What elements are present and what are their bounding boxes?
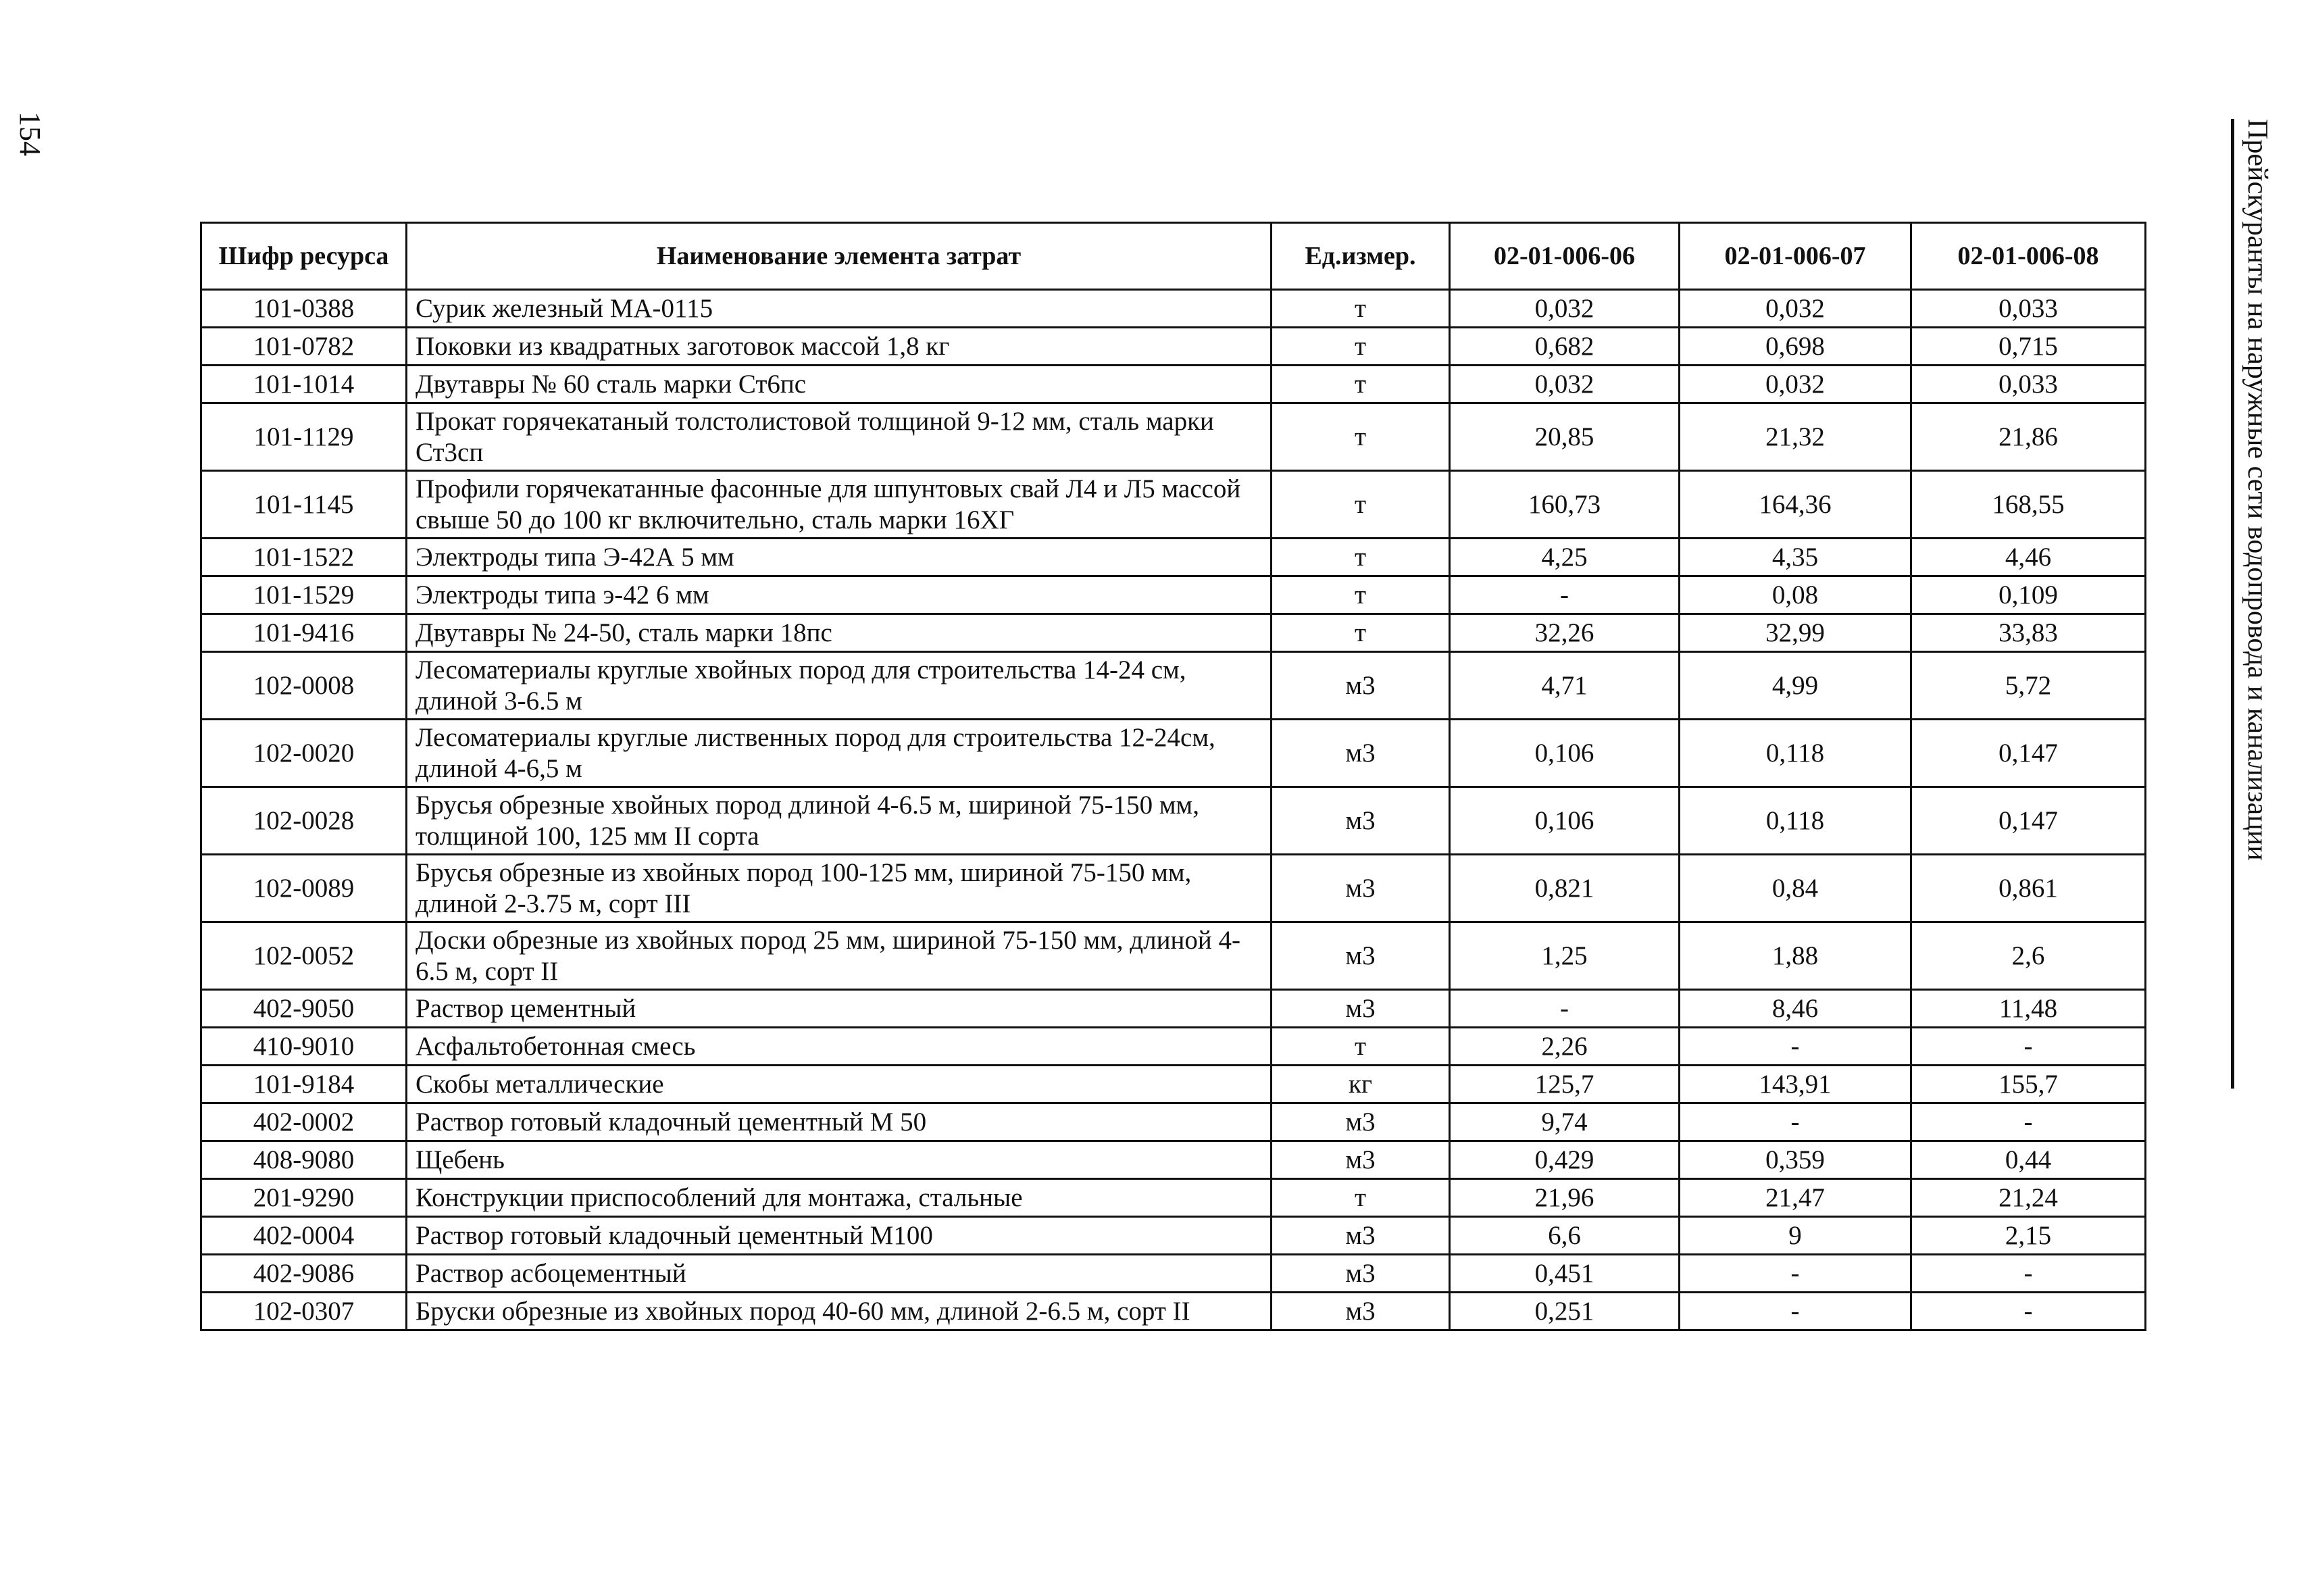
cell-unit: т	[1272, 539, 1450, 576]
cell-code: 402-0002	[201, 1103, 407, 1141]
cell-unit: м3	[1272, 1141, 1450, 1179]
cell-code: 101-0782	[201, 328, 407, 366]
cell-unit: м3	[1272, 1255, 1450, 1293]
table-row	[201, 787, 2146, 855]
cell-value-2: 143,91	[1680, 1066, 1911, 1103]
cell-name: Электроды типа э-42 6 мм	[407, 576, 1272, 614]
cell-name: Двутавры № 60 сталь марки Ст6пс	[407, 366, 1272, 403]
cell-value-2: 0,698	[1680, 328, 1911, 366]
cell-value-1: 0,429	[1450, 1141, 1680, 1179]
header-col1: 02-01-006-06	[1450, 223, 1680, 290]
table-row	[201, 366, 2146, 403]
cell-value-2: 4,99	[1680, 652, 1911, 720]
cell-value-1: 4,25	[1450, 539, 1680, 576]
cell-code: 101-0388	[201, 290, 407, 328]
cell-value-3: 0,861	[1911, 855, 2146, 922]
table-row	[201, 990, 2146, 1028]
cell-code: 102-0008	[201, 652, 407, 720]
cell-value-1: 0,032	[1450, 366, 1680, 403]
cell-code: 402-9086	[201, 1255, 407, 1293]
header-col3: 02-01-006-08	[1911, 223, 2146, 290]
cell-name: Раствор готовый кладочный цементный М100	[407, 1217, 1272, 1255]
cell-unit: м3	[1272, 1293, 1450, 1330]
cell-value-2: 0,032	[1680, 290, 1911, 328]
cell-value-3: 33,83	[1911, 614, 2146, 652]
cell-value-3: 0,147	[1911, 720, 2146, 787]
cell-value-1: 0,106	[1450, 787, 1680, 855]
table-row	[201, 1066, 2146, 1103]
table-row	[201, 1217, 2146, 1255]
cell-name: Двутавры № 24-50, сталь марки 18пс	[407, 614, 1272, 652]
cell-name: Электроды типа Э-42А 5 мм	[407, 539, 1272, 576]
cell-code: 101-1129	[201, 403, 407, 471]
cell-unit: м3	[1272, 1103, 1450, 1141]
cell-unit: м3	[1272, 990, 1450, 1028]
cell-unit: т	[1272, 1179, 1450, 1217]
cell-value-3: 2,6	[1911, 922, 2146, 990]
cell-unit: т	[1272, 328, 1450, 366]
cell-value-1: 0,821	[1450, 855, 1680, 922]
cell-value-2: -	[1680, 1028, 1911, 1066]
table-row	[201, 614, 2146, 652]
cell-name: Сурик железный МА-0115	[407, 290, 1272, 328]
cell-value-2: 1,88	[1680, 922, 1911, 990]
cell-value-2: 9	[1680, 1217, 1911, 1255]
cell-value-1: 0,682	[1450, 328, 1680, 366]
table-row	[201, 922, 2146, 990]
table-row	[201, 539, 2146, 576]
cell-value-3: 5,72	[1911, 652, 2146, 720]
cell-value-1: 0,032	[1450, 290, 1680, 328]
cell-value-1: 32,26	[1450, 614, 1680, 652]
cell-value-2: 0,118	[1680, 787, 1911, 855]
cell-code: 102-0028	[201, 787, 407, 855]
cell-value-3: 0,715	[1911, 328, 2146, 366]
cell-code: 101-9184	[201, 1066, 407, 1103]
cell-value-3: 21,24	[1911, 1179, 2146, 1217]
cell-value-2: 21,32	[1680, 403, 1911, 471]
table-row	[201, 1293, 2146, 1330]
cell-value-3: -	[1911, 1028, 2146, 1066]
resource-cost-table	[200, 222, 2146, 1331]
cell-value-1: 125,7	[1450, 1066, 1680, 1103]
cell-value-1: 4,71	[1450, 652, 1680, 720]
table-row	[201, 1103, 2146, 1141]
cell-code: 101-1522	[201, 539, 407, 576]
table-row	[201, 403, 2146, 471]
cell-value-3: 2,15	[1911, 1217, 2146, 1255]
cell-code: 410-9010	[201, 1028, 407, 1066]
table-row	[201, 720, 2146, 787]
cell-value-2: 8,46	[1680, 990, 1911, 1028]
table-row	[201, 576, 2146, 614]
cell-name: Брусья обрезные хвойных пород длиной 4-6.5 м, шириной 75-150 мм, толщиной 100, 125 мм II сорта	[407, 787, 1272, 855]
cell-value-1: 6,6	[1450, 1217, 1680, 1255]
header-unit: Ед.измер.	[1272, 223, 1450, 290]
cell-unit: т	[1272, 614, 1450, 652]
cell-value-1: 0,251	[1450, 1293, 1680, 1330]
cell-name: Лесоматериалы круглые лиственных пород для строительства 12-24см, длиной 4-6,5 м	[407, 720, 1272, 787]
cell-value-1: 2,26	[1450, 1028, 1680, 1066]
page-number: 154	[14, 111, 47, 156]
table-row	[201, 855, 2146, 922]
cell-value-1: 1,25	[1450, 922, 1680, 990]
cell-value-1: 9,74	[1450, 1103, 1680, 1141]
cell-value-3: 0,147	[1911, 787, 2146, 855]
cell-name: Доски обрезные из хвойных пород 25 мм, шириной 75-150 мм, длиной 4-6.5 м, сорт II	[407, 922, 1272, 990]
table-row	[201, 1141, 2146, 1179]
table-row	[201, 290, 2146, 328]
cell-value-2: 0,84	[1680, 855, 1911, 922]
cell-code: 102-0307	[201, 1293, 407, 1330]
cell-value-2: 164,36	[1680, 471, 1911, 539]
table-row	[201, 328, 2146, 366]
cell-unit: т	[1272, 366, 1450, 403]
cell-code: 101-1145	[201, 471, 407, 539]
cell-value-3: 0,033	[1911, 290, 2146, 328]
cell-name: Лесоматериалы круглые хвойных пород для строительства 14-24 см, длиной 3-6.5 м	[407, 652, 1272, 720]
cell-value-2: 32,99	[1680, 614, 1911, 652]
cell-code: 101-9416	[201, 614, 407, 652]
cell-name: Асфальтобетонная смесь	[407, 1028, 1272, 1066]
cell-value-3: 168,55	[1911, 471, 2146, 539]
cell-unit: м3	[1272, 652, 1450, 720]
cell-unit: м3	[1272, 720, 1450, 787]
cell-code: 402-9050	[201, 990, 407, 1028]
table-header-row	[201, 223, 2146, 290]
table-row	[201, 1028, 2146, 1066]
table-row	[201, 1179, 2146, 1217]
cell-unit: т	[1272, 576, 1450, 614]
cell-unit: т	[1272, 1028, 1450, 1066]
cell-code: 101-1014	[201, 366, 407, 403]
cell-value-2: 0,359	[1680, 1141, 1911, 1179]
cell-value-3: 21,86	[1911, 403, 2146, 471]
cell-name: Скобы металлические	[407, 1066, 1272, 1103]
cell-value-2: 0,08	[1680, 576, 1911, 614]
cell-code: 402-0004	[201, 1217, 407, 1255]
cell-value-3: 155,7	[1911, 1066, 2146, 1103]
cell-value-3: -	[1911, 1255, 2146, 1293]
cell-unit: м3	[1272, 855, 1450, 922]
cell-unit: т	[1272, 403, 1450, 471]
cell-name: Профили горячекатанные фасонные для шпунтовых свай Л4 и Л5 массой свыше 50 до 100 кг включительно, сталь марки 16ХГ	[407, 471, 1272, 539]
cell-value-2: 0,118	[1680, 720, 1911, 787]
cell-code: 408-9080	[201, 1141, 407, 1179]
cell-code: 102-0020	[201, 720, 407, 787]
cell-unit: м3	[1272, 787, 1450, 855]
cell-value-3: 4,46	[1911, 539, 2146, 576]
cell-unit: м3	[1272, 922, 1450, 990]
cell-value-3: -	[1911, 1103, 2146, 1141]
cell-code: 102-0089	[201, 855, 407, 922]
header-code: Шифр ресурса	[201, 223, 407, 290]
cell-unit: т	[1272, 290, 1450, 328]
cell-value-2: -	[1680, 1103, 1911, 1141]
cell-unit: т	[1272, 471, 1450, 539]
running-header: Прейскуранты на наружные сети водопровода и канализации	[2242, 119, 2273, 861]
cell-code: 101-1529	[201, 576, 407, 614]
cell-name: Раствор цементный	[407, 990, 1272, 1028]
cell-unit: кг	[1272, 1066, 1450, 1103]
cell-unit: м3	[1272, 1217, 1450, 1255]
table-row	[201, 1255, 2146, 1293]
cell-value-2: -	[1680, 1255, 1911, 1293]
cell-name: Поковки из квадратных заготовок массой 1,8 кг	[407, 328, 1272, 366]
cell-name: Бруски обрезные из хвойных пород 40-60 мм, длиной 2-6.5 м, сорт II	[407, 1293, 1272, 1330]
cell-name: Щебень	[407, 1141, 1272, 1179]
header-col2: 02-01-006-07	[1680, 223, 1911, 290]
table-row	[201, 652, 2146, 720]
header-rule	[2231, 119, 2234, 1089]
cell-value-1: 160,73	[1450, 471, 1680, 539]
cell-name: Раствор асбоцементный	[407, 1255, 1272, 1293]
cell-value-3: -	[1911, 1293, 2146, 1330]
header-name: Наименование элемента затрат	[407, 223, 1272, 290]
cell-value-1: 21,96	[1450, 1179, 1680, 1217]
cell-value-1: 0,106	[1450, 720, 1680, 787]
cell-name: Прокат горячекатаный толстолистовой толщиной 9-12 мм, сталь марки Ст3сп	[407, 403, 1272, 471]
cell-name: Раствор готовый кладочный цементный М 50	[407, 1103, 1272, 1141]
cell-value-3: 0,033	[1911, 366, 2146, 403]
cell-value-1: 20,85	[1450, 403, 1680, 471]
cell-value-3: 11,48	[1911, 990, 2146, 1028]
table-row	[201, 471, 2146, 539]
cell-value-1: 0,451	[1450, 1255, 1680, 1293]
cell-value-3: 0,44	[1911, 1141, 2146, 1179]
cell-value-1: -	[1450, 576, 1680, 614]
cell-code: 201-9290	[201, 1179, 407, 1217]
cell-value-2: 4,35	[1680, 539, 1911, 576]
cell-name: Конструкции приспособлений для монтажа, стальные	[407, 1179, 1272, 1217]
cell-value-2: 21,47	[1680, 1179, 1911, 1217]
cell-name: Брусья обрезные из хвойных пород 100-125 мм, шириной 75-150 мм, длиной 2-3.75 м, сорт III	[407, 855, 1272, 922]
cell-value-2: 0,032	[1680, 366, 1911, 403]
cell-value-2: -	[1680, 1293, 1911, 1330]
cell-value-1: -	[1450, 990, 1680, 1028]
cell-value-3: 0,109	[1911, 576, 2146, 614]
cell-code: 102-0052	[201, 922, 407, 990]
